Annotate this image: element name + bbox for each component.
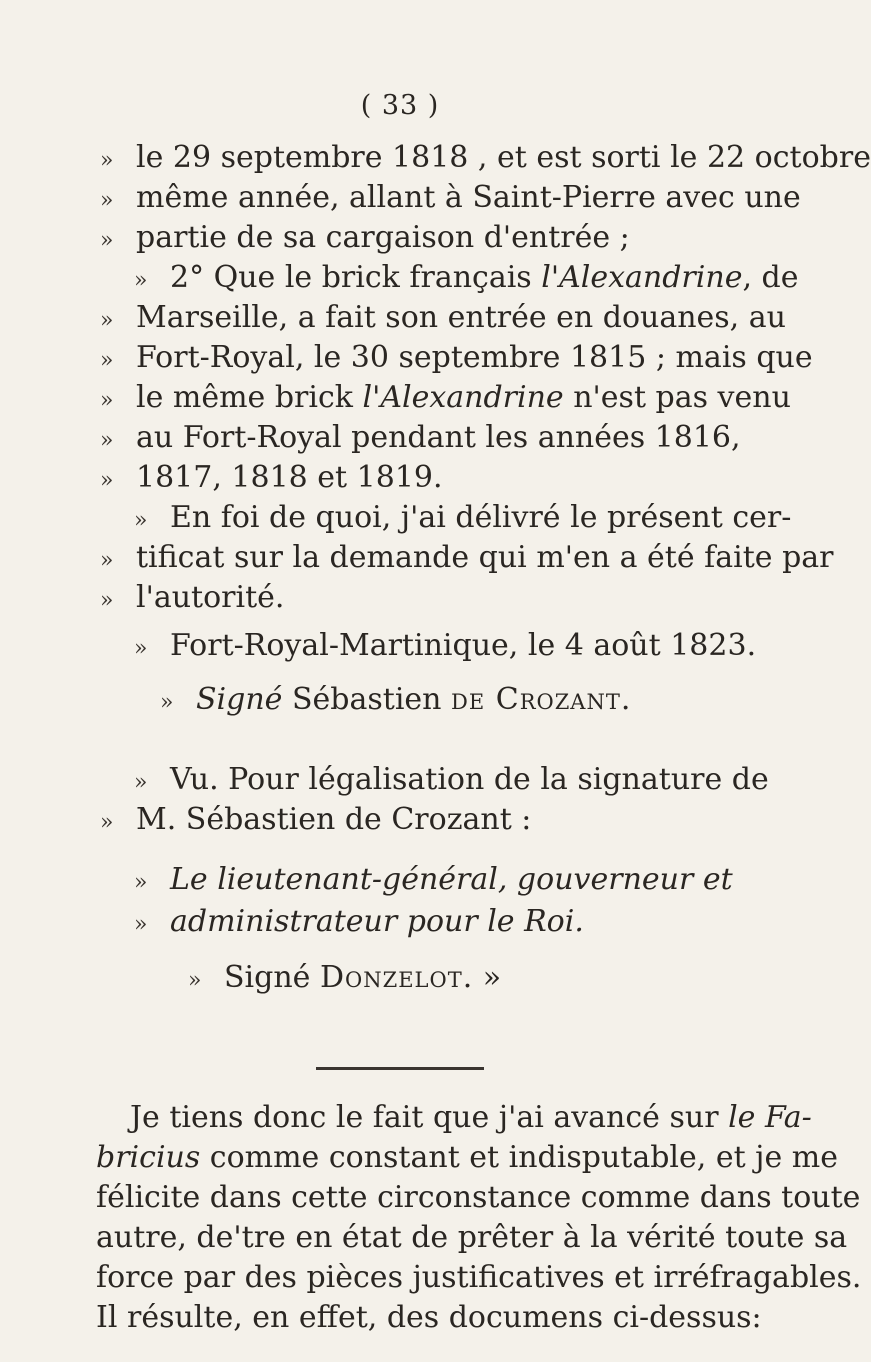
text-line: Il résulte, en effet, des documens ci-dessus: — [96, 1300, 762, 1335]
quote-mark: » — [134, 508, 148, 533]
text-line: autre, de'tre en état de prêter à la vérité toute sa — [96, 1220, 848, 1255]
quote-mark: » — [100, 810, 114, 835]
quote-mark: » — [160, 690, 174, 715]
text-line: » le même brick l'Alexandrine n'est pas venu — [100, 378, 740, 421]
page-number: ( 33 ) — [360, 90, 440, 121]
section-divider — [316, 1067, 484, 1070]
quote-mark: » — [134, 770, 148, 795]
text-line: » l'autorité. — [100, 578, 740, 621]
text-line: » En foi de quoi, j'ai délivré le présent cer- — [134, 498, 774, 541]
text-line: » administrateur pour le Roi. — [134, 902, 774, 945]
text-line: force par des pièces justificatives et irréfragables. — [96, 1260, 862, 1295]
text-line: » au Fort-Royal pendant les années 1816, — [100, 418, 740, 461]
text-line: » même année, allant à Saint-Pierre avec une — [100, 178, 740, 221]
text-line: » Vu. Pour légalisation de la signature de — [134, 760, 774, 803]
text-line: » Marseille, a fait son entrée en douanes, au — [100, 298, 740, 341]
quote-mark: » — [134, 912, 148, 937]
quote-mark: » — [100, 468, 114, 493]
quote-mark: » — [100, 148, 114, 173]
ship-name: l'Alexandrine — [541, 260, 743, 295]
text-line: » M. Sébastien de Crozant : — [100, 800, 740, 843]
text-line: Je tiens donc le fait que j'ai avancé sur le Fa- — [130, 1100, 812, 1135]
text-line: bricius comme constant et indisputable, et je me — [96, 1140, 838, 1175]
text-line: » 1817, 1818 et 1819. — [100, 458, 740, 501]
text-line: » Fort-Royal, le 30 septembre 1815 ; mais que — [100, 338, 740, 381]
text-line: » tificat sur la demande qui m'en a été faite par — [100, 538, 740, 581]
quote-mark: » — [100, 388, 114, 413]
ship-name: l'Alexandrine — [362, 380, 564, 415]
signature-line: » Signé Donzelot. » — [188, 958, 828, 1001]
quote-mark: » — [100, 348, 114, 373]
quote-mark: » — [134, 268, 148, 293]
text-line: » 2° Que le brick français l'Alexandrine, de — [134, 258, 774, 301]
quote-mark: » — [100, 308, 114, 333]
quote-mark: » — [100, 228, 114, 253]
quote-mark: » — [100, 588, 114, 613]
quote-mark: » — [100, 428, 114, 453]
text-line: » Fort-Royal-Martinique, le 4 août 1823. — [134, 626, 774, 669]
quote-mark: » — [100, 548, 114, 573]
text-line: félicite dans cette circonstance comme dans toute — [96, 1180, 861, 1215]
text-line: » le 29 septembre 1818 , et est sorti le 22 octobre — [100, 138, 740, 181]
signature-line: » Signé Sébastien de Crozant. — [160, 680, 800, 723]
quote-mark: » — [100, 188, 114, 213]
quote-mark: » — [134, 636, 148, 661]
text-line: » Le lieutenant-général, gouverneur et — [134, 860, 774, 903]
quote-mark: » — [188, 968, 202, 993]
quote-mark: » — [134, 870, 148, 895]
text-line: » partie de sa cargaison d'entrée ; — [100, 218, 740, 261]
